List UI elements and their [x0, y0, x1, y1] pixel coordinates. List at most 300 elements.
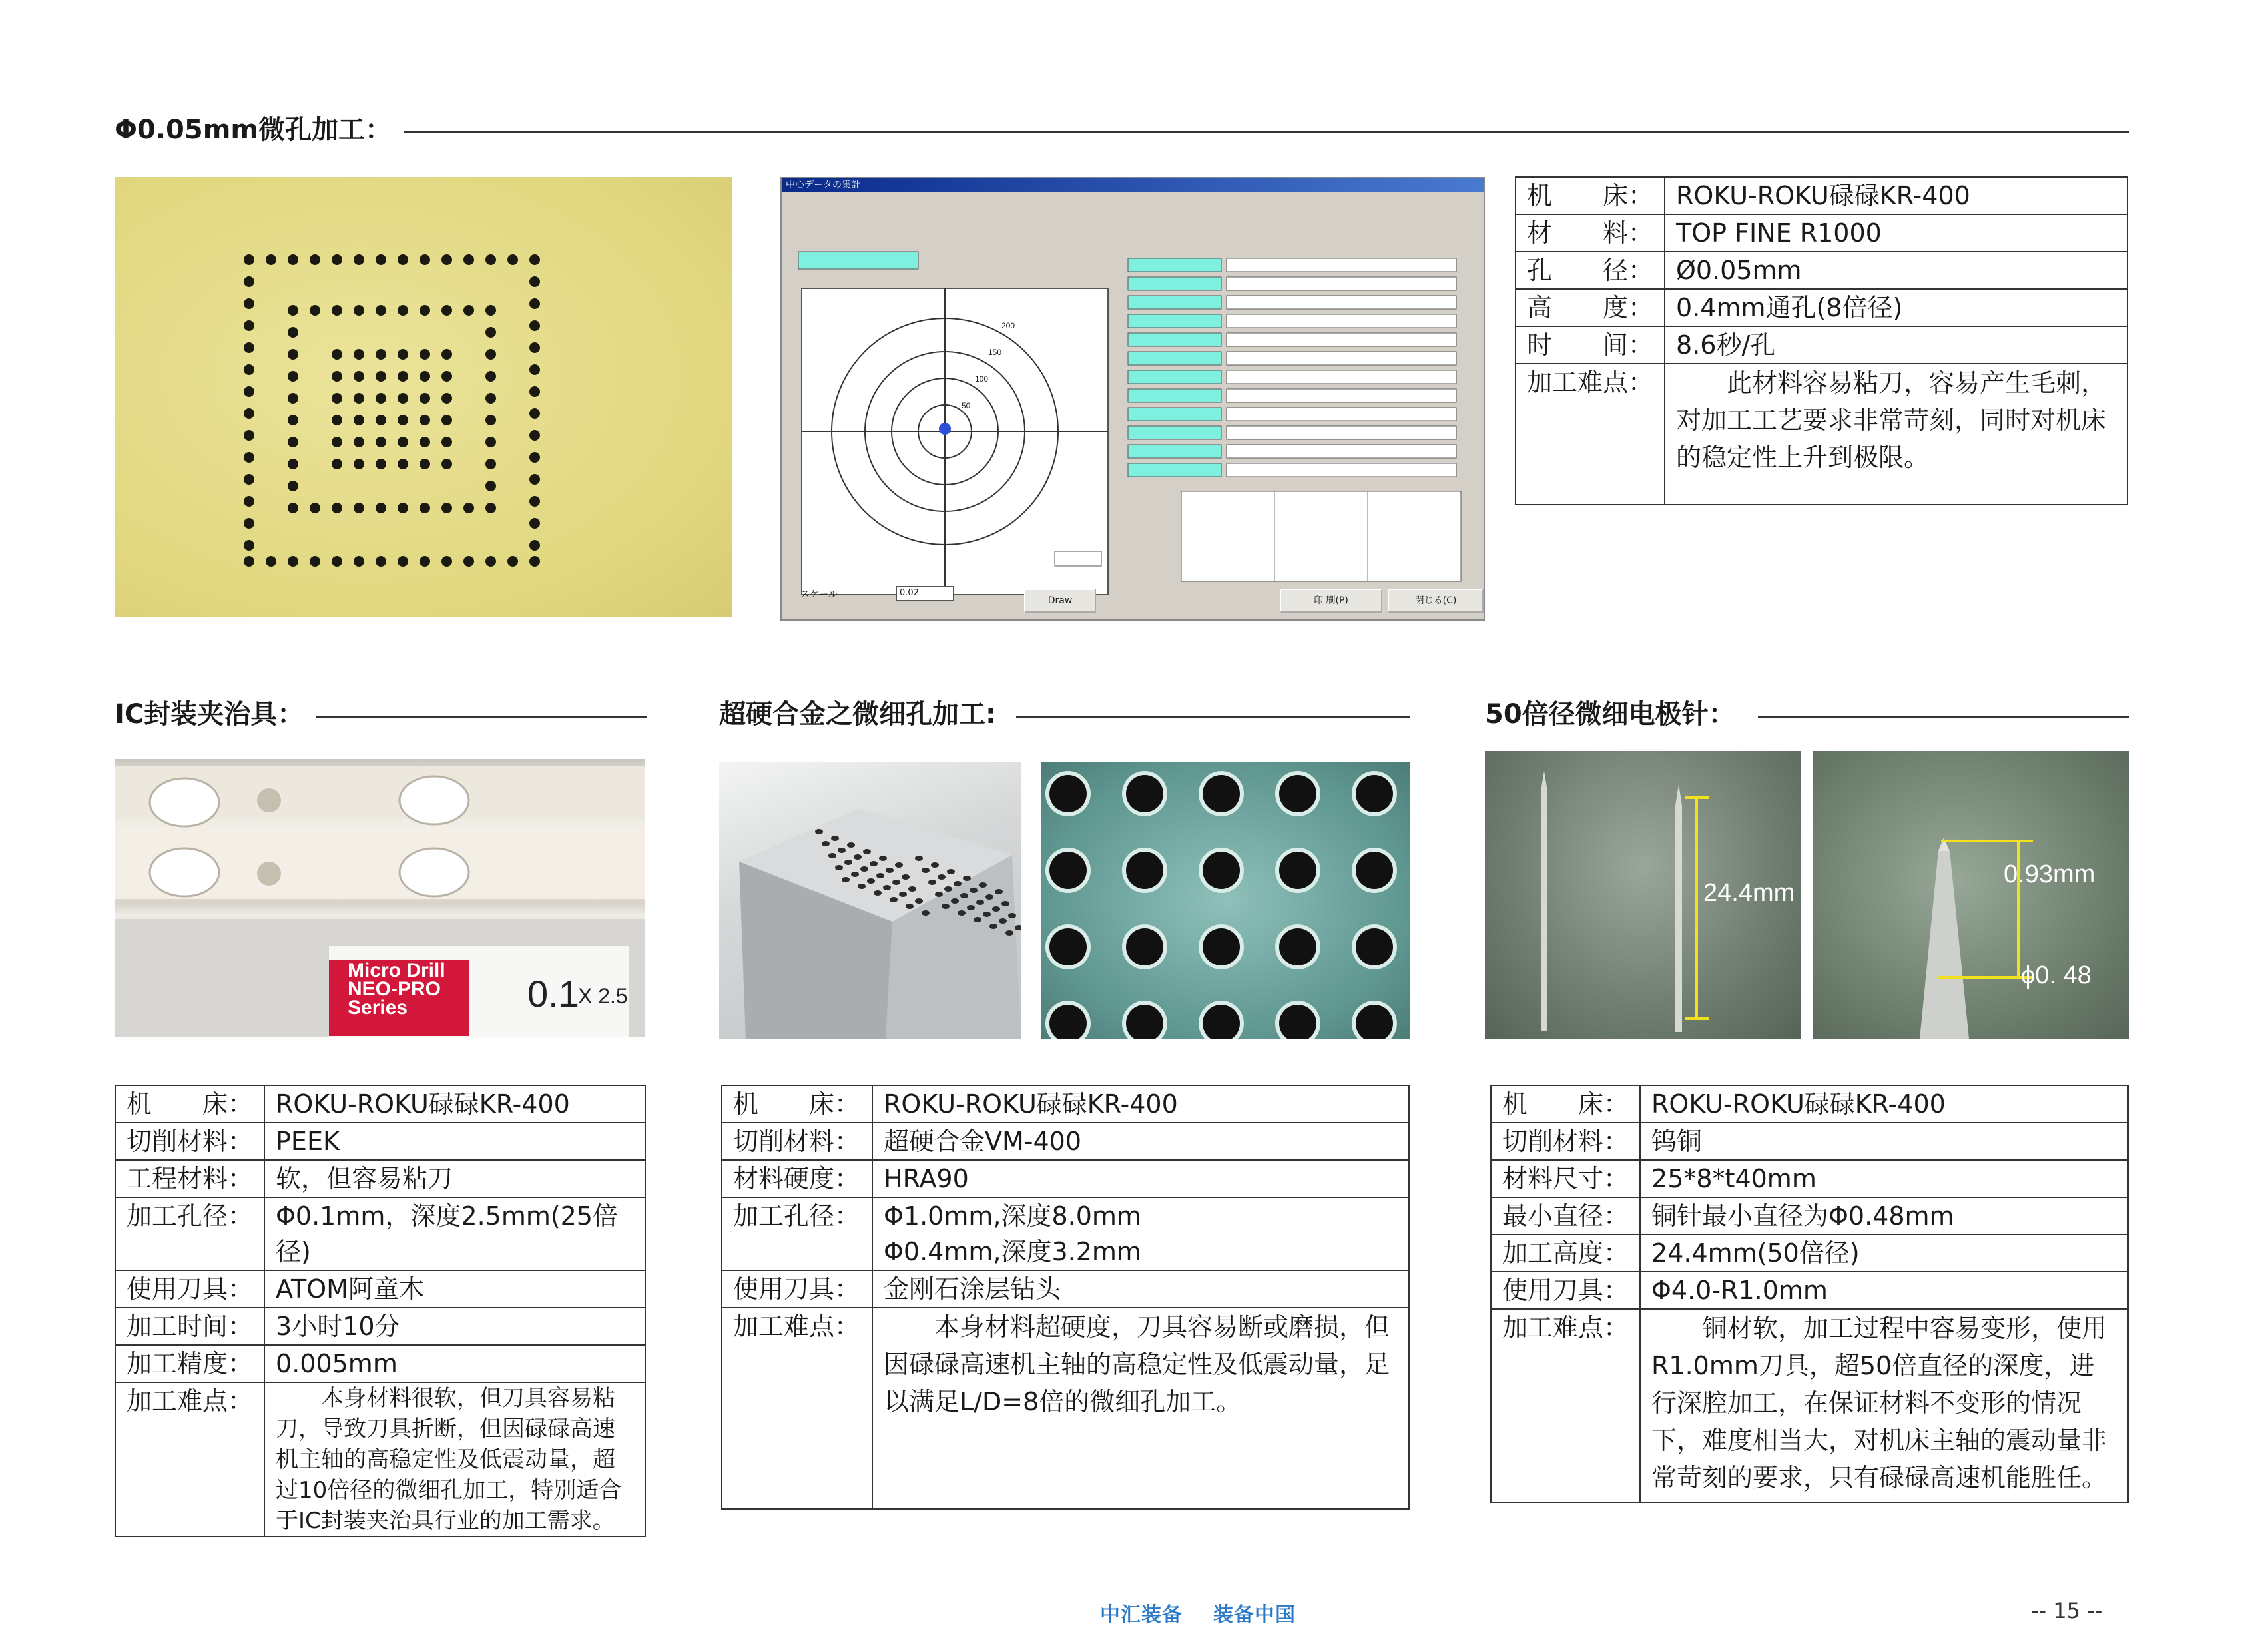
- hole-dot: [441, 254, 452, 265]
- hole-dot: [244, 430, 254, 441]
- hole-dot: [420, 254, 430, 265]
- hole: [1203, 852, 1240, 889]
- spec-row: [1516, 364, 2127, 505]
- block-hole: [863, 849, 871, 854]
- carbide-block-photo: [719, 762, 1021, 1039]
- hole-dot: [398, 305, 408, 316]
- spec-value: HRA90: [872, 1160, 1409, 1197]
- block-hole: [1005, 930, 1013, 936]
- spec-label: 最小直径：: [1491, 1197, 1640, 1235]
- spec-value: ROKU-ROKU碌碌KR-400: [1640, 1085, 2128, 1123]
- block-hole: [838, 848, 846, 853]
- spec-label: 使用刀具：: [1491, 1272, 1640, 1309]
- footer-brand-2: 装备中国: [1213, 1603, 1296, 1627]
- section1-rule: [400, 131, 2129, 133]
- hole: [1126, 928, 1163, 965]
- block-hole: [915, 898, 923, 904]
- hole-dot: [354, 305, 364, 316]
- block-hole: [1008, 913, 1016, 918]
- hole-dot: [420, 393, 430, 404]
- block-hole: [951, 898, 959, 904]
- form-label-cell: [1128, 352, 1221, 365]
- hole-dot: [376, 503, 386, 513]
- spec-value: ROKU-ROKU碌碌KR-400: [872, 1085, 1409, 1123]
- spec-label: 机 床：: [115, 1085, 264, 1123]
- spec-value: 8.6秒/孔: [1665, 326, 2127, 364]
- form-label-cell: [1128, 314, 1221, 328]
- block-hole: [942, 904, 950, 909]
- hole: [1279, 852, 1316, 889]
- section2-spec-table: [115, 1085, 646, 1537]
- spec-label: 加工时间：: [115, 1308, 264, 1345]
- section1-spec-table: [1515, 176, 2128, 505]
- hole-dot: [288, 556, 298, 567]
- spec-value: 铜材软，加工过程中容易变形，使用R1.0mm刀具，超50倍直径的深度，进行深腔加工，在保证材料不变形的情况下，难度相当大，对机床主轴的震动量非常苛刻的要求，只有碌碌高速机能胜任。: [1640, 1309, 2128, 1502]
- block-hole: [879, 856, 887, 861]
- spec-value: Ø0.05mm: [1665, 252, 2127, 289]
- form-value-cell: [1227, 258, 1456, 272]
- block-hole: [835, 865, 843, 870]
- hole-dot: [310, 305, 320, 316]
- drill-label-line2: NEO-PRO: [348, 978, 441, 1000]
- hole-dot: [485, 327, 496, 338]
- spec-label: 加工孔径：: [115, 1197, 264, 1270]
- spec-value: 24.4mm(50倍径): [1640, 1235, 2128, 1272]
- hole-dot: [354, 349, 364, 360]
- electrode-tip-photo: [1813, 751, 2129, 1039]
- form-label-cell: [1128, 333, 1221, 346]
- block-hole: [963, 876, 971, 881]
- microhole-array-photo: [1041, 762, 1410, 1039]
- hole-dot: [463, 305, 474, 316]
- drill-size: 0.1: [527, 973, 579, 1015]
- hole-dot: [288, 305, 298, 316]
- hole-dot: [529, 496, 540, 507]
- spec-row: [1491, 1123, 2128, 1160]
- hole-dot: [244, 298, 254, 309]
- block-hole: [967, 905, 975, 910]
- hole-dot: [398, 503, 408, 513]
- hole-dot: [463, 556, 474, 567]
- spec-value: 超硬合金VM-400: [872, 1123, 1409, 1160]
- hole-dot: [332, 437, 342, 447]
- hole-dot: [376, 254, 386, 265]
- hole-dot: [485, 437, 496, 447]
- hole-dot: [266, 254, 276, 265]
- form-label-cell: [1128, 258, 1221, 272]
- spec-row: [1491, 1309, 2128, 1502]
- spec-row: [1491, 1197, 2128, 1235]
- spec-label: 加工难点：: [722, 1308, 872, 1509]
- hole-dot: [288, 349, 298, 360]
- hole: [1126, 775, 1163, 812]
- block-hole: [851, 872, 859, 877]
- spec-label: 高 度：: [1516, 289, 1665, 326]
- tip-diameter-label: ϕ0. 48: [2021, 962, 2092, 989]
- spec-label: 材 料：: [1516, 214, 1665, 252]
- hole-dot: [529, 540, 540, 551]
- hole-dot: [288, 437, 298, 447]
- form-label-cell: [1128, 277, 1221, 290]
- spec-row: [115, 1197, 645, 1270]
- block-hole: [822, 841, 830, 846]
- drill-multiplier: X 2.5: [578, 984, 628, 1008]
- hole: [1049, 775, 1087, 812]
- hole: [1126, 852, 1163, 889]
- spec-row: [722, 1160, 1409, 1197]
- block-hole: [938, 874, 946, 880]
- spec-row: [115, 1308, 645, 1345]
- spec-label: 加工难点：: [1491, 1309, 1640, 1502]
- spec-label: 加工孔径：: [722, 1197, 872, 1270]
- spec-row: [1516, 177, 2127, 214]
- spec-row: [115, 1345, 645, 1382]
- form-value-cell: [1227, 277, 1456, 290]
- software-panels: [782, 178, 1484, 619]
- microhole-board-photo: [115, 177, 732, 617]
- hole-dot: [354, 556, 364, 567]
- hole-dot: [244, 364, 254, 375]
- hole-dot: [376, 556, 386, 567]
- section2-heading: IC封装夹治具：: [115, 698, 316, 731]
- block-hole: [1015, 925, 1021, 930]
- hole-dot: [529, 408, 540, 419]
- print-button[interactable]: 印 刷(P): [1280, 589, 1382, 613]
- spec-row: [1516, 326, 2127, 364]
- draw-button[interactable]: Draw: [1024, 589, 1096, 613]
- hole-dot: [244, 556, 254, 567]
- spec-row: [722, 1123, 1409, 1160]
- hole: [1049, 928, 1087, 965]
- hole-dot: [441, 437, 452, 447]
- spec-row: [1491, 1272, 2128, 1309]
- hole-dot: [463, 254, 474, 265]
- spec-row: [1491, 1085, 2128, 1123]
- hole-dot: [288, 327, 298, 338]
- block-hole: [931, 862, 939, 868]
- hole-dot: [266, 556, 276, 567]
- block-hole: [960, 893, 968, 898]
- form-label-cell: [1128, 426, 1221, 439]
- hole: [1356, 928, 1393, 965]
- hole-dot: [441, 503, 452, 513]
- block-hole: [860, 866, 868, 872]
- form-label-cell: [1128, 296, 1221, 309]
- hole-dot: [529, 386, 540, 397]
- spec-label: 加工精度：: [115, 1345, 264, 1382]
- spec-label: 加工难点：: [1516, 364, 1665, 505]
- hole-dot: [244, 386, 254, 397]
- hole-dot: [288, 415, 298, 425]
- section3-rule: [1016, 716, 1410, 718]
- footer-brand-1: 中汇装备: [1100, 1603, 1183, 1627]
- hole-dot: [485, 371, 496, 382]
- ic-fixture-photo: [115, 759, 645, 1037]
- close-button[interactable]: 閉じる(C): [1388, 589, 1484, 613]
- hole-dot: [398, 371, 408, 382]
- block-hole: [899, 892, 907, 897]
- hole: [1356, 775, 1393, 812]
- spec-value: 软，但容易粘刀: [264, 1160, 645, 1197]
- block-hole: [815, 829, 823, 834]
- block-hole: [892, 880, 900, 885]
- spec-value: 本身材料很软，但刀具容易粘刀，导致刀具折断，但因碌碌高速机主轴的高稳定性及低震动量，超过10倍径的微细孔加工，特别适合于IC封装夹治具行业的加工需求。: [264, 1382, 645, 1537]
- drill-label-line1: Micro Drill: [348, 960, 445, 981]
- block-hole: [902, 874, 910, 880]
- hole-dot: [420, 349, 430, 360]
- hole: [1203, 775, 1240, 812]
- block-hole: [870, 861, 878, 866]
- form-value-cell: [1227, 445, 1456, 458]
- spec-label: 时 间：: [1516, 326, 1665, 364]
- hole-dot: [354, 254, 364, 265]
- form-label-cell: [1128, 389, 1221, 402]
- spec-row: [115, 1160, 645, 1197]
- spec-label: 孔 径：: [1516, 252, 1665, 289]
- hole-dot: [441, 371, 452, 382]
- spec-value: 25*8*t40mm: [1640, 1160, 2128, 1197]
- block-hole: [958, 910, 966, 916]
- form-label-cell: [1128, 408, 1221, 421]
- hole-dot: [244, 320, 254, 331]
- hole-dot: [244, 408, 254, 419]
- hole-dot: [441, 305, 452, 316]
- hole-dot: [376, 437, 386, 447]
- hole-dot: [441, 393, 452, 404]
- hole-dot: [441, 349, 452, 360]
- block-hole: [922, 910, 930, 916]
- hole-dot: [310, 503, 320, 513]
- hole-dot: [420, 371, 430, 382]
- hole: [1203, 928, 1240, 965]
- section2-rule: [312, 716, 647, 718]
- block-hole: [828, 853, 836, 858]
- hole-dot: [507, 556, 518, 567]
- hole-dot: [332, 556, 342, 567]
- form-value-cell: [1227, 352, 1456, 365]
- spec-label: 机 床：: [722, 1085, 872, 1123]
- hole-dot: [420, 305, 430, 316]
- hole-dot: [332, 459, 342, 469]
- hole-dot: [332, 415, 342, 425]
- block-hole: [992, 906, 1000, 912]
- scale-input[interactable]: 0.02: [896, 586, 954, 601]
- spec-value: Φ1.0mm,深度8.0mm: [872, 1197, 1409, 1234]
- hole-dot: [441, 556, 452, 567]
- hole-dot: [529, 430, 540, 441]
- block-hole: [842, 877, 850, 882]
- spec-value: 金刚石涂层钻头: [872, 1270, 1409, 1308]
- spec-value: 此材料容易粘刀，容易产生毛刺，对加工工艺要求非常苛刻，同时对机床的稳定性上升到极限。: [1665, 364, 2127, 505]
- form-label-cell: [1128, 445, 1221, 458]
- hole-dot: [529, 342, 540, 353]
- spec-label: 使用刀具：: [722, 1270, 872, 1308]
- hole-dot: [529, 452, 540, 463]
- hole-dot: [244, 452, 254, 463]
- hole-grid-graphic: [115, 177, 732, 617]
- ring-label: 150: [988, 348, 1002, 357]
- hole-dot: [529, 518, 540, 529]
- hole-dot: [529, 556, 540, 567]
- spec-label: 切削材料：: [1491, 1123, 1640, 1160]
- section1-heading: Φ0.05mm微孔加工：: [115, 113, 404, 146]
- hole-dot: [398, 393, 408, 404]
- spec-row: [1516, 214, 2127, 252]
- hole-dot: [376, 393, 386, 404]
- drill-label-line3: Series: [348, 997, 408, 1019]
- block-hole: [954, 881, 962, 886]
- hole-dot: [507, 254, 518, 265]
- form-label-cell: [1128, 370, 1221, 384]
- spec-label: 机 床：: [1491, 1085, 1640, 1123]
- block-hole: [890, 897, 898, 902]
- hole-dot: [485, 349, 496, 360]
- hole: [1049, 852, 1087, 889]
- hole-dot: [420, 503, 430, 513]
- spec-row: [115, 1270, 645, 1308]
- spec-value: Φ0.1mm，深度2.5mm(25倍径): [264, 1197, 645, 1270]
- hole: [1279, 775, 1316, 812]
- software-title-bar: 中心データの集計: [782, 178, 1485, 192]
- block-hole: [935, 892, 943, 897]
- hole-dot: [244, 540, 254, 551]
- hole-dot: [332, 393, 342, 404]
- block-hole: [970, 888, 978, 893]
- spec-row: [722, 1085, 1409, 1123]
- block-hole: [974, 917, 981, 922]
- form-value-cell: [1227, 370, 1456, 384]
- form-value-cell: [1227, 408, 1456, 421]
- block-hole: [883, 885, 891, 890]
- hole-dot: [244, 254, 254, 265]
- hole-dot: [376, 305, 386, 316]
- hole-dot: [244, 342, 254, 353]
- spec-label: 加工高度：: [1491, 1235, 1640, 1272]
- hole-dot: [463, 503, 474, 513]
- hole: [1356, 852, 1393, 889]
- hole-dot: [485, 459, 496, 469]
- hole-dot: [420, 415, 430, 425]
- section3-heading: 超硬合金之微细孔加工:: [719, 698, 1008, 731]
- spec-row: [1491, 1235, 2128, 1272]
- hole-dot: [529, 364, 540, 375]
- section4-rule: [1758, 716, 2129, 718]
- form-value-cell: [1227, 296, 1456, 309]
- form-label-cell: [1128, 463, 1221, 477]
- spec-value: 3小时10分: [264, 1308, 645, 1345]
- hole-dot: [529, 298, 540, 309]
- hole-dot: [332, 371, 342, 382]
- hole-dot: [332, 503, 342, 513]
- block-hole: [874, 890, 882, 896]
- spec-value: 0.005mm: [264, 1345, 645, 1382]
- block-hole: [886, 868, 894, 873]
- hole-dot: [354, 393, 364, 404]
- block-hole: [867, 878, 875, 884]
- hole-dot: [398, 437, 408, 447]
- hole-dot: [376, 415, 386, 425]
- spec-value: ATOM阿童木: [264, 1270, 645, 1308]
- spec-value: PEEK: [264, 1123, 645, 1160]
- spec-value: 本身材料超硬度，刀具容易断或磨损，但因碌碌高速机主轴的高稳定性及低震动量，足以满足L/D=8倍的微细孔加工。: [872, 1308, 1409, 1509]
- block-hole: [831, 836, 839, 841]
- block-hole: [854, 854, 862, 860]
- spec-row: [1516, 252, 2127, 289]
- hole-dot: [310, 556, 320, 567]
- block-hole: [944, 886, 952, 892]
- spec-value: ROKU-ROKU碌碌KR-400: [1665, 177, 2127, 214]
- spec-row: [1491, 1160, 2128, 1197]
- hole-dot: [485, 254, 496, 265]
- hole-dot: [244, 518, 254, 529]
- hole-dot: [310, 254, 320, 265]
- spec-value: Φ4.0-R1.0mm: [1640, 1272, 2128, 1309]
- hole-dot: [288, 503, 298, 513]
- hole-dot: [398, 415, 408, 425]
- block-hole: [979, 882, 987, 888]
- spec-value: 铜针最小直径为Φ0.48mm: [1640, 1197, 2128, 1235]
- spec-label: 使用刀具：: [115, 1270, 264, 1308]
- spec-row: [115, 1382, 645, 1537]
- hole-dot: [332, 305, 342, 316]
- hole-dot: [485, 503, 496, 513]
- spec-label: 切削材料：: [722, 1123, 872, 1160]
- spec-row: [1516, 289, 2127, 326]
- hole-dot: [485, 415, 496, 425]
- form-value-cell: [1227, 426, 1456, 439]
- form-value-cell: [1227, 333, 1456, 346]
- electrode-tip-graphic: [1813, 751, 2129, 1039]
- spec-value: 0.4mm通孔(8倍径): [1665, 289, 2127, 326]
- hole-dot: [354, 459, 364, 469]
- section4-heading: 50倍径微细电极针：: [1485, 698, 1747, 731]
- page-number: -- 15 --: [2031, 1598, 2103, 1623]
- hole-dot: [529, 276, 540, 287]
- form-value-cell: [1227, 314, 1456, 328]
- hole-dot: [420, 437, 430, 447]
- hole-dot: [288, 254, 298, 265]
- carbide-block-graphic: [719, 762, 1021, 1039]
- block-hole: [895, 862, 903, 868]
- hole-dot: [376, 459, 386, 469]
- hole-dot: [441, 415, 452, 425]
- spec-value: Φ0.4mm,深度3.2mm: [872, 1234, 1409, 1270]
- block-hole: [928, 880, 936, 885]
- hole-dot: [420, 459, 430, 469]
- block-hole: [858, 884, 866, 889]
- hole-dot: [485, 556, 496, 567]
- hole-dot: [244, 496, 254, 507]
- electrode-pins-photo: [1485, 751, 1801, 1039]
- hole-dot: [398, 459, 408, 469]
- block-hole: [1001, 901, 1009, 906]
- block-hole: [908, 886, 916, 892]
- spec-label: 材料尺寸：: [1491, 1160, 1640, 1197]
- block-hole: [989, 924, 997, 929]
- hole-dot: [485, 305, 496, 316]
- hole-dot: [288, 481, 298, 491]
- hole-dot: [244, 276, 254, 287]
- length-label: 24.4mm: [1703, 879, 1795, 907]
- drill-box-label: [348, 962, 445, 1017]
- hole-dot: [441, 459, 452, 469]
- hole-dot: [398, 349, 408, 360]
- block-hole: [906, 904, 914, 909]
- hole-dot: [288, 393, 298, 404]
- spec-label: 加工难点：: [115, 1382, 264, 1537]
- block-hole: [995, 889, 1003, 894]
- spec-value: TOP FINE R1000: [1665, 214, 2127, 252]
